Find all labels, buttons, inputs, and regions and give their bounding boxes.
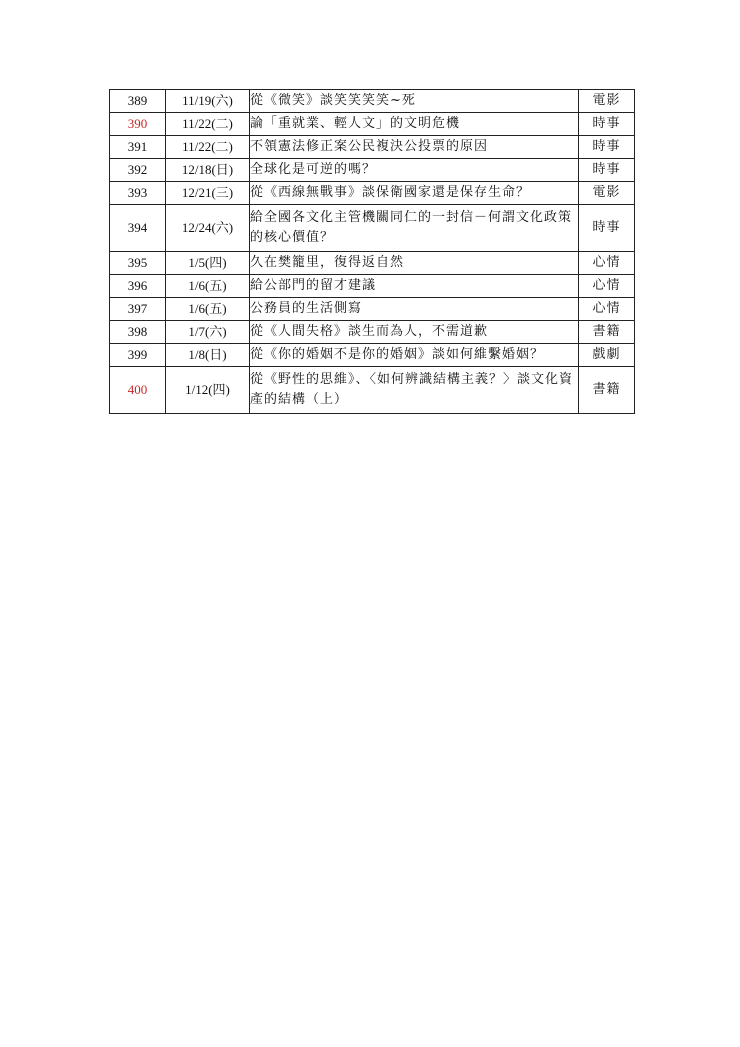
- entry-category: 時事: [579, 205, 635, 252]
- entry-number: 399: [110, 344, 166, 367]
- entry-number: 390: [110, 113, 166, 136]
- entry-number: 392: [110, 159, 166, 182]
- entry-title: 公務員的生活側寫: [250, 298, 579, 321]
- table-row: [110, 182, 635, 205]
- entry-number: 394: [110, 205, 166, 252]
- entry-title: 從《你的婚姻不是你的婚姻》談如何維繫婚姻？: [250, 344, 579, 367]
- entry-date: 1/6(五): [166, 275, 250, 298]
- entry-date: 1/6(五): [166, 298, 250, 321]
- entry-date: 12/18(日): [166, 159, 250, 182]
- entry-category: 心情: [579, 252, 635, 275]
- table-row: [110, 205, 635, 252]
- table-row: [110, 275, 635, 298]
- entry-title: 不領憲法修正案公民複決公投票的原因: [250, 136, 579, 159]
- entry-category: 電影: [579, 90, 635, 113]
- entry-category: 時事: [579, 136, 635, 159]
- table-row: [110, 344, 635, 367]
- table-row: [110, 159, 635, 182]
- table-row: [110, 136, 635, 159]
- entry-date: 11/22(二): [166, 113, 250, 136]
- table-row: [110, 298, 635, 321]
- entry-category: 時事: [579, 159, 635, 182]
- entry-title: 從《野性的思維》、〈如何辨識結構主義？〉談文化資產的結構（上）: [250, 367, 579, 414]
- entry-number: 395: [110, 252, 166, 275]
- entry-number: 398: [110, 321, 166, 344]
- entry-number: 400: [110, 367, 166, 414]
- entry-number: 391: [110, 136, 166, 159]
- entry-date: 12/24(六): [166, 205, 250, 252]
- entry-date: 12/21(三): [166, 182, 250, 205]
- entry-category: 時事: [579, 113, 635, 136]
- entry-category: 心情: [579, 298, 635, 321]
- entry-title: 全球化是可逆的嗎？: [250, 159, 579, 182]
- entry-title: 從《西線無戰事》談保衛國家還是保存生命？: [250, 182, 579, 205]
- entry-number: 389: [110, 90, 166, 113]
- entry-category: 心情: [579, 275, 635, 298]
- entry-number: 396: [110, 275, 166, 298]
- table-row: [110, 367, 635, 414]
- entry-date: 1/7(六): [166, 321, 250, 344]
- table-row: [110, 252, 635, 275]
- entry-category: 電影: [579, 182, 635, 205]
- entry-title: 久在樊籠里，復得返自然: [250, 252, 579, 275]
- article-log-table: [109, 89, 635, 414]
- entry-category: 書籍: [579, 321, 635, 344]
- entry-title: 從《微笑》談笑笑笑笑~死: [250, 90, 579, 113]
- entry-date: 11/19(六): [166, 90, 250, 113]
- entry-date: 1/8(日): [166, 344, 250, 367]
- entry-title: 論「重就業、輕人文」的文明危機: [250, 113, 579, 136]
- entry-category: 書籍: [579, 367, 635, 414]
- entry-date: 11/22(二): [166, 136, 250, 159]
- entry-title: 給公部門的留才建議: [250, 275, 579, 298]
- table-row: [110, 321, 635, 344]
- entry-title: 從《人間失格》談生而為人，不需道歉: [250, 321, 579, 344]
- entry-number: 393: [110, 182, 166, 205]
- entry-number: 397: [110, 298, 166, 321]
- table-row: [110, 90, 635, 113]
- table-row: [110, 113, 635, 136]
- entry-date: 1/12(四): [166, 367, 250, 414]
- entry-title: 給全國各文化主管機關同仁的一封信－何謂文化政策的核心價值？: [250, 205, 579, 252]
- entry-category: 戲劇: [579, 344, 635, 367]
- entry-date: 1/5(四): [166, 252, 250, 275]
